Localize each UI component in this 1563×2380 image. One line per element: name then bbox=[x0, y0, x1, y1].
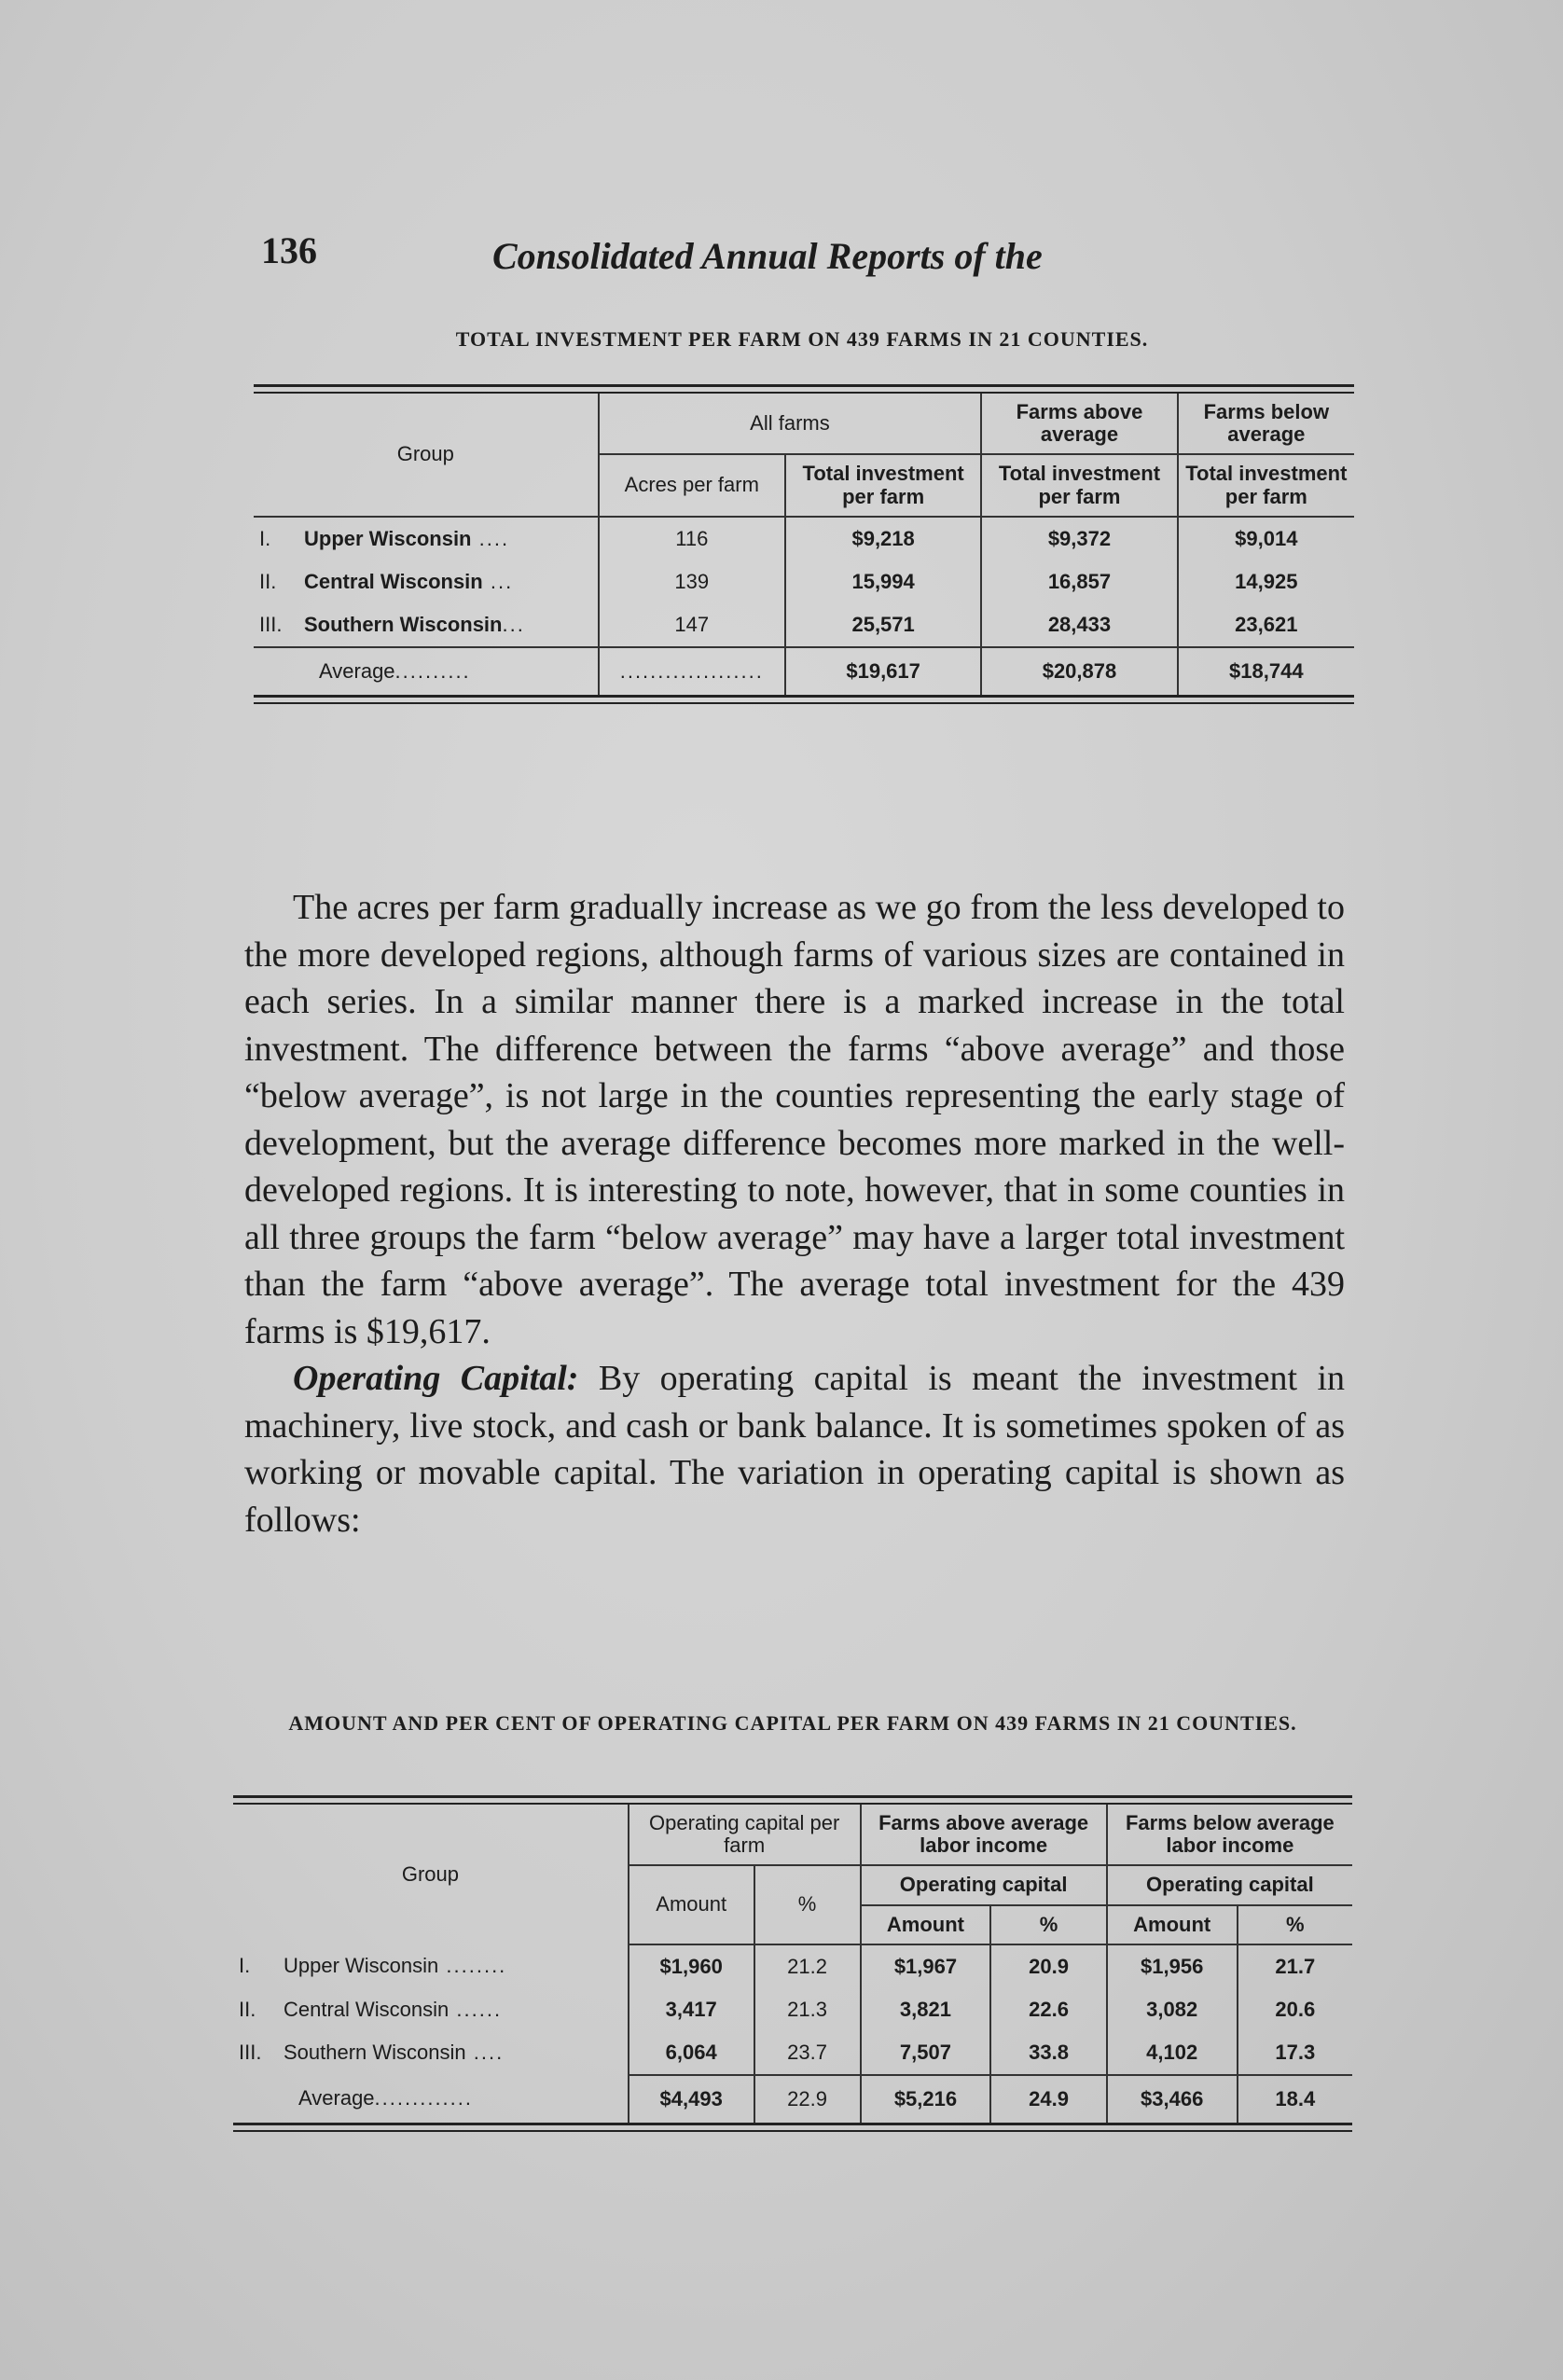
leader-dots: ........ bbox=[438, 1954, 507, 1978]
paragraph-lead-heading: Operating Capital: bbox=[293, 1359, 579, 1398]
average-row bbox=[233, 2075, 1352, 2123]
col-above-percent: % bbox=[990, 1905, 1106, 1944]
cell-above-average: $20,878 bbox=[981, 647, 1177, 695]
body-text bbox=[244, 884, 1345, 1543]
col-acres-per-farm: Acres per farm bbox=[599, 454, 785, 516]
operating-capital-table bbox=[233, 1795, 1352, 2132]
paragraph: The acres per farm gradually increase as we go from the less developed to the more developed regions, although farms of various sizes are contained in each series. In a similar manner there is a marked increase in the total investment. The difference between the farms “above average” and those “below average”, is not large in the counties representing the early stage of development, but the average difference becomes more marked in the well-developed regions. It is interesting to note, however, that in some counties in all three groups the farm “below average” may have a larger total investment than the farm “above average”. The average total investment for the 439 farms is $19,617. bbox=[244, 888, 1345, 1351]
col-percent: % bbox=[754, 1865, 861, 1944]
table-top-rule bbox=[233, 1795, 1352, 1805]
page-number: 136 bbox=[261, 229, 317, 271]
cell-investment: 25,571 bbox=[785, 603, 981, 647]
cell-below-percent: 17.3 bbox=[1238, 2031, 1352, 2075]
running-title: Consolidated Annual Reports of the bbox=[492, 235, 1043, 277]
cell-acres-dots: ................... bbox=[599, 647, 785, 695]
cell-below: 23,621 bbox=[1178, 603, 1354, 647]
cell-below-percent: 21.7 bbox=[1238, 1944, 1352, 1988]
cell-percent-average: 22.9 bbox=[754, 2075, 861, 2123]
cell-above-amount: 7,507 bbox=[861, 2031, 991, 2075]
table-row bbox=[233, 2031, 1352, 2075]
cell-acres: 139 bbox=[599, 560, 785, 603]
leader-dots: ... bbox=[482, 569, 514, 593]
leader-dots: .......... bbox=[394, 658, 471, 683]
row-number: II. bbox=[239, 1997, 256, 2021]
col-above-amount: Amount bbox=[861, 1905, 991, 1944]
col-all-farms: All farms bbox=[599, 394, 982, 454]
cell-above-percent: 22.6 bbox=[990, 1988, 1106, 2031]
row-number: II. bbox=[259, 569, 277, 593]
col-below-amount: Amount bbox=[1107, 1905, 1238, 1944]
cell-below-amount: $1,956 bbox=[1107, 1944, 1238, 1988]
col-group: Group bbox=[401, 1861, 459, 1886]
cell-acres: 147 bbox=[599, 603, 785, 647]
row-number: I. bbox=[239, 1954, 251, 1978]
col-group: Group bbox=[396, 442, 454, 466]
col-operating-capital: Operating capital per farm bbox=[629, 1805, 861, 1865]
cell-investment: $9,218 bbox=[785, 517, 981, 560]
table-top-rule bbox=[254, 384, 1354, 394]
cell-below-amount: 4,102 bbox=[1107, 2031, 1238, 2075]
table1-caption: TOTAL INVESTMENT PER FARM ON 439 FARMS IN 21 COUNTIES. bbox=[455, 327, 1149, 351]
paragraph bbox=[244, 1355, 1345, 1543]
leader-dots: ...... bbox=[449, 1997, 503, 2021]
col-below-percent: % bbox=[1238, 1905, 1352, 1944]
average-label: Average bbox=[319, 658, 395, 683]
cell-below-amount-average: $3,466 bbox=[1107, 2075, 1238, 2123]
table-bottom-rule bbox=[254, 695, 1354, 704]
average-label: Average bbox=[298, 2086, 375, 2110]
cell-investment: 15,994 bbox=[785, 560, 981, 603]
row-group: Upper Wisconsin bbox=[304, 526, 472, 550]
col-below-operating-capital: Operating capital bbox=[1107, 1865, 1352, 1904]
row-number: I. bbox=[259, 526, 271, 550]
table-row bbox=[233, 1988, 1352, 2031]
cell-above-amount: 3,821 bbox=[861, 1988, 991, 2031]
table-row bbox=[254, 560, 1354, 603]
col-farms-above: Farms above average labor income bbox=[861, 1805, 1107, 1865]
col-farms-below: Farms below average labor income bbox=[1107, 1805, 1352, 1865]
paragraph-text: By operating capital is meant the investment in machinery, live stock, and cash or bank balance. It is sometimes spoken of as working or movable capital. The variation in operating capital is shown as follows: bbox=[244, 1359, 1345, 1540]
cell-percent: 21.2 bbox=[754, 1944, 861, 1988]
cell-above-percent: 20.9 bbox=[990, 1944, 1106, 1988]
row-number: III. bbox=[259, 612, 283, 636]
col-total-investment-all: Total investment per farm bbox=[785, 454, 981, 516]
cell-below: 14,925 bbox=[1178, 560, 1354, 603]
cell-amount: $1,960 bbox=[629, 1944, 754, 1988]
cell-percent: 23.7 bbox=[754, 2031, 861, 2075]
cell-below: $9,014 bbox=[1178, 517, 1354, 560]
cell-investment-average: $19,617 bbox=[785, 647, 981, 695]
table2-caption: AMOUNT AND PER CENT OF OPERATING CAPITAL PER FARM ON 439 FARMS IN 21 COUNTIES. bbox=[288, 1711, 1297, 1735]
investment-table bbox=[254, 384, 1354, 704]
col-amount: Amount bbox=[629, 1865, 754, 1944]
cell-amount-average: $4,493 bbox=[629, 2075, 754, 2123]
cell-above: $9,372 bbox=[981, 517, 1177, 560]
row-group: Southern Wisconsin bbox=[284, 2041, 466, 2065]
cell-amount: 6,064 bbox=[629, 2031, 754, 2075]
cell-below-percent: 20.6 bbox=[1238, 1988, 1352, 2031]
row-group: Southern Wisconsin bbox=[304, 612, 503, 636]
row-group: Central Wisconsin bbox=[284, 1997, 450, 2021]
row-group: Central Wisconsin bbox=[304, 569, 483, 593]
cell-amount: 3,417 bbox=[629, 1988, 754, 2031]
cell-above: 16,857 bbox=[981, 560, 1177, 603]
col-farms-below: Farms below average bbox=[1178, 394, 1354, 454]
cell-above-amount-average: $5,216 bbox=[861, 2075, 991, 2123]
cell-above-percent-average: 24.9 bbox=[990, 2075, 1106, 2123]
cell-above: 28,433 bbox=[981, 603, 1177, 647]
col-above-operating-capital: Operating capital bbox=[861, 1865, 1107, 1904]
row-number: III. bbox=[239, 2041, 262, 2065]
cell-above-percent: 33.8 bbox=[990, 2031, 1106, 2075]
cell-above-amount: $1,967 bbox=[861, 1944, 991, 1988]
col-total-investment-below: Total investment per farm bbox=[1178, 454, 1354, 516]
cell-below-percent-average: 18.4 bbox=[1238, 2075, 1352, 2123]
col-farms-above: Farms above average bbox=[981, 394, 1177, 454]
cell-below-average: $18,744 bbox=[1178, 647, 1354, 695]
cell-percent: 21.3 bbox=[754, 1988, 861, 2031]
table-bottom-rule bbox=[233, 2123, 1352, 2132]
table-row bbox=[233, 1944, 1352, 1988]
col-total-investment-above: Total investment per farm bbox=[981, 454, 1177, 516]
row-group: Upper Wisconsin bbox=[284, 1954, 439, 1978]
leader-dots: ............. bbox=[374, 2086, 474, 2110]
table-row bbox=[254, 517, 1354, 560]
leader-dots: .... bbox=[465, 2041, 505, 2065]
cell-below-amount: 3,082 bbox=[1107, 1988, 1238, 2031]
table-row bbox=[254, 603, 1354, 647]
leader-dots: ... bbox=[502, 612, 525, 636]
cell-acres: 116 bbox=[599, 517, 785, 560]
leader-dots: .... bbox=[471, 526, 510, 550]
average-row bbox=[254, 647, 1354, 695]
